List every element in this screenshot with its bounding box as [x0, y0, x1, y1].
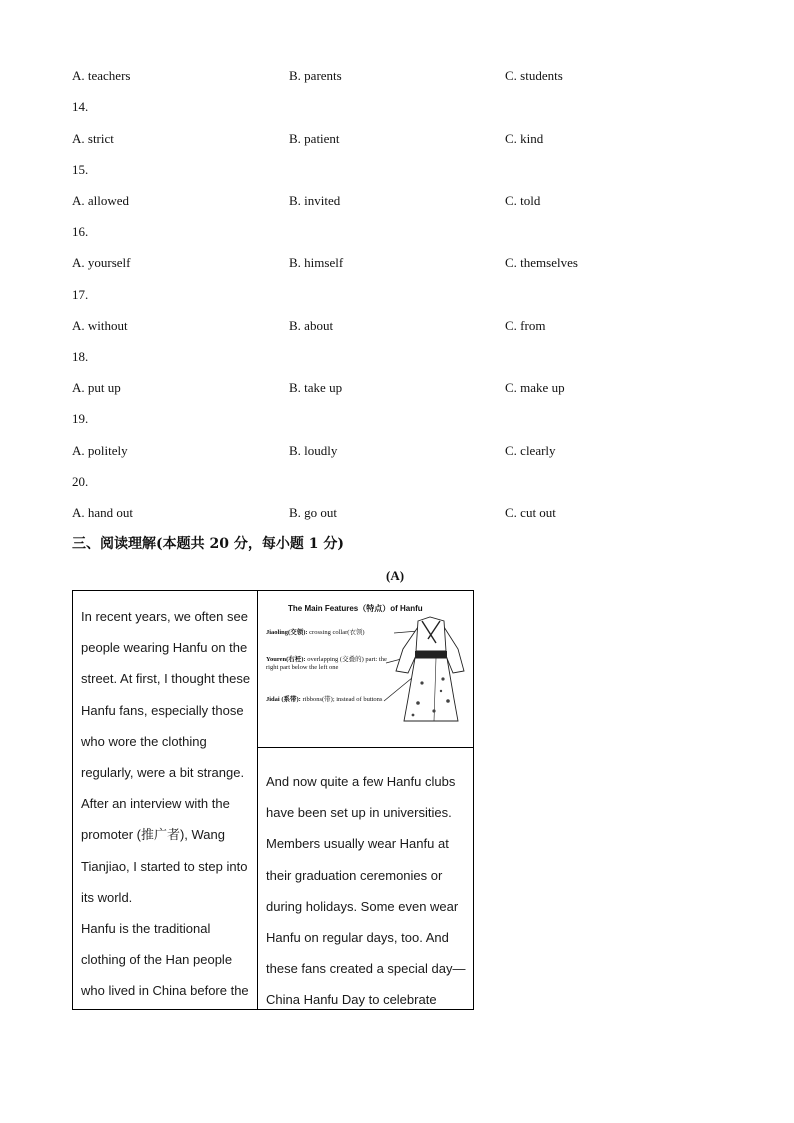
passage-paragraph: And now quite a few Hanfu clubs have been set up in universities. Members usually wear Hanfu at their graduation ceremonies or during holidays. Some even wear Hanfu on regular days, too. And these fans created a special day—China Hanfu Day to celebrate: [266, 774, 466, 1008]
option-a: A. put up: [72, 380, 121, 395]
option-a: A. teachers: [72, 68, 131, 83]
question-17-options: [0, 316, 794, 336]
question-number: 17.: [72, 287, 89, 302]
hanfu-figure: [258, 591, 473, 748]
feature-term: Jidai (系带):: [266, 696, 301, 703]
question-20-options: [0, 503, 794, 523]
option-b: B. himself: [289, 255, 344, 270]
question-number: 19.: [72, 411, 89, 426]
feature-jiaoling: [266, 629, 401, 637]
feature-term: Youren(右衽):: [266, 656, 306, 663]
option-c: C. kind: [505, 131, 544, 146]
passage-left-column: [73, 591, 258, 1009]
option-c: C. told: [505, 193, 541, 208]
option-a: A. strict: [72, 131, 114, 146]
passage-label: (A): [386, 568, 405, 583]
question-18-options: [0, 378, 794, 398]
feature-description: crossing collar(衣领): [307, 629, 365, 636]
feature-description: overlapping (交叠的) part: the right part below the left one: [266, 656, 387, 671]
question-19-options: [0, 441, 794, 461]
option-a: A. hand out: [72, 505, 134, 520]
option-b: B. about: [289, 318, 334, 333]
passage-paragraph: Hanfu is the traditional clothing of the Han people who lived in China before the: [81, 921, 249, 999]
passage-right-column: [258, 748, 473, 1009]
option-c: C. clearly: [505, 443, 556, 458]
feature-term: Jiaoling(交领):: [266, 629, 308, 636]
option-b: B. loudly: [289, 443, 338, 458]
option-a: A. allowed: [72, 193, 130, 208]
option-c: C. themselves: [505, 255, 578, 270]
question-number: 16.: [72, 224, 89, 239]
option-b: B. parents: [289, 68, 342, 83]
section-title: 三、阅读理解(本题共 20 分，每小题 1 分): [72, 536, 344, 552]
reading-passage-table: [72, 590, 474, 1010]
question-number: 18.: [72, 349, 89, 364]
question-13-options: [0, 66, 794, 86]
option-a: A. without: [72, 318, 128, 333]
passage-paragraph: In recent years, we often see people wearing Hanfu on the street. At first, I thought these Hanfu fans, especially those who wore the clothing regularly, were a bit strange. After an interview with the promoter (推广者), Wang Tianjiao, I started to step into its world.: [81, 609, 251, 905]
passage-left-text: [81, 601, 251, 1007]
option-c: C. cut out: [505, 505, 556, 520]
question-14-options: [0, 129, 794, 149]
option-b: B. take up: [289, 380, 343, 395]
question-number: 15.: [72, 162, 89, 177]
option-c: C. make up: [505, 380, 565, 395]
feature-description: ribbons(带); instead of buttons: [300, 696, 383, 703]
question-16-options: [0, 253, 794, 273]
feature-jidai: [266, 696, 384, 704]
option-b: B. invited: [289, 193, 341, 208]
figure-title: The Main Features（特点）of Hanfu: [288, 604, 423, 613]
option-a: A. politely: [72, 443, 128, 458]
question-number: 14.: [72, 99, 89, 114]
question-15-options: [0, 191, 794, 211]
option-c: C. from: [505, 318, 546, 333]
option-a: A. yourself: [72, 255, 131, 270]
feature-youren: [266, 656, 394, 672]
option-b: B. go out: [289, 505, 338, 520]
option-b: B. patient: [289, 131, 340, 146]
passage-right-text: [266, 766, 467, 1016]
question-number: 20.: [72, 474, 89, 489]
option-c: C. students: [505, 68, 563, 83]
